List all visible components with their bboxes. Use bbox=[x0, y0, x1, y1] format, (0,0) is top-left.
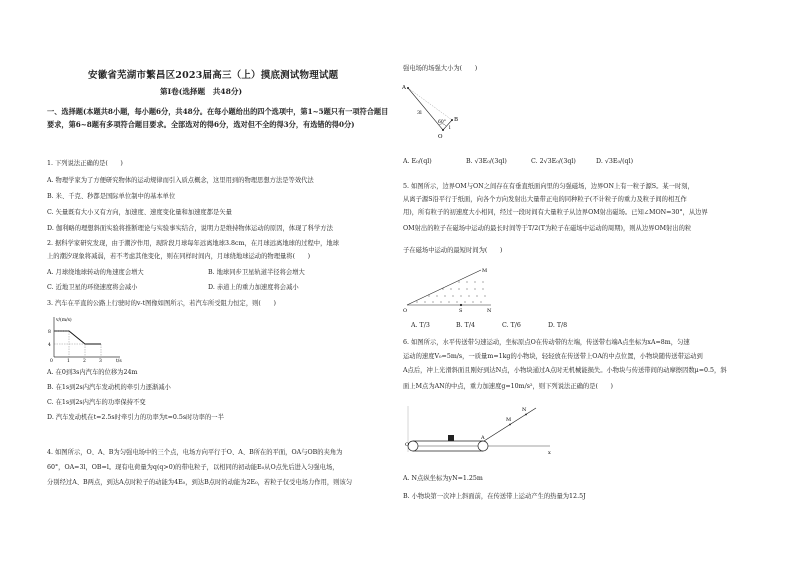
question-1-option: D. 伽利略的理想斜面实验将推断理论与实验事实结合，说明力是维持物体运动的原因，体现了科学方法 bbox=[47, 225, 333, 232]
graph-y-label: v/(m/s) bbox=[56, 318, 72, 323]
question-4-line: 分别经过A、B两点，到达A点时粒子的动能为4E₀，到达B点时的动能为2E₀，若粒子仅受电场力作用，则该匀 bbox=[47, 479, 353, 486]
length-OA-label: 3l bbox=[417, 110, 422, 116]
conveyor-belt-figure bbox=[404, 402, 554, 460]
point-M-label: M bbox=[506, 417, 512, 423]
graph-x-tick: 2 bbox=[83, 359, 86, 363]
question-6-option: A. N点纵坐标为yN=1.25m bbox=[403, 475, 483, 482]
point-O-label: O bbox=[438, 134, 443, 140]
question-1-option: B. 米、千克、秒都是国际单位制中的基本单位 bbox=[47, 193, 176, 200]
question-1-stem: 1. 下列说法正确的是( ) bbox=[47, 160, 123, 167]
question-5-option: B. T/4 bbox=[456, 322, 475, 329]
angle-label: 60° bbox=[438, 120, 446, 125]
question-5-line: 用)，所有粒子的初速度大小相同，经过一段时间有大量粒子从边界OM射出磁场。已知∠MON=30°，从边界 bbox=[403, 209, 708, 216]
question-6-option: B. 小物块第一次冲上斜面前，在传送带上运动产生的热量为12.5J bbox=[403, 493, 586, 500]
question-2-option: C. 近地卫星的环绕速度将会减小 bbox=[47, 284, 138, 291]
question-5-option: C. T/6 bbox=[502, 322, 521, 329]
graph-y-tick: 4 bbox=[48, 343, 51, 348]
question-4-line: 4. 如图所示，O、A、B为匀强电场中的三个点，电场方向平行于O、A、B所在的平面，OA与OB的夹角为 bbox=[47, 449, 343, 456]
question-5-line: OM射出的粒子在磁场中运动的最长时间等于T/2(T为粒子在磁场中运动的周期)，则从边界OM射出的粒 bbox=[403, 225, 692, 232]
question-5-line: 从离子源S沿平行于纸面，向各个方向发射出大量带正电的同种粒子(不计粒子的重力及粒子间的相互作 bbox=[403, 196, 687, 203]
graph-x-tick: 1 bbox=[67, 359, 70, 363]
question-2-stem-line: 2. 据科学家研究发现，由于潮汐作用，现阶段月球每年远离地球3.8cm，在月球远离地球的过程中，地球 bbox=[47, 240, 339, 247]
right-roller bbox=[478, 441, 488, 451]
point-M-label: M bbox=[482, 268, 488, 274]
boundary-OM bbox=[407, 270, 481, 305]
point-N-label: N bbox=[522, 407, 527, 413]
question-6-line: 运动的速度V₀=5m/s，一质量m=1kg的小物块，轻轻放在传送带上OA的中点位置，小物块随传送带运动到 bbox=[403, 353, 703, 360]
question-6-line: A点后，冲上光滑斜面且刚好到达N点，小物块通过A点时无机械能损失。小物块与传送带间的动摩擦因数μ=0.5，斜 bbox=[403, 367, 727, 374]
graph-x-tick: 0 bbox=[50, 359, 53, 363]
point-S-label: S bbox=[459, 308, 463, 313]
question-5-option: A. T/3 bbox=[411, 322, 430, 329]
question-4-option: D. √3E₀/(ql) bbox=[596, 158, 634, 165]
point-N-label: N bbox=[487, 308, 492, 313]
question-2-option: D. 赤道上的重力加速度将会减小 bbox=[208, 284, 299, 291]
length-OB-label: l bbox=[449, 125, 451, 131]
question-3-stem: 3. 汽车在平直的公路上行驶时的v-t图像如图所示，若汽车所受阻力恒定，则( ) bbox=[47, 300, 276, 307]
question-1-option: A. 物理学家为了方便研究物体的运动规律而引入质点概念，这里用到的物理思想方法是等效代法 bbox=[47, 177, 314, 184]
question-4-continued: 强电场的场强大小为( ) bbox=[403, 65, 478, 72]
point-B-label: B bbox=[454, 117, 459, 123]
question-5-option: D. T/8 bbox=[548, 322, 568, 329]
question-3-option: B. 在1s到2s内汽车发动机的牵引力逐渐减小 bbox=[47, 384, 171, 391]
question-2-option: B. 地球同步卫星轨道半径将会增大 bbox=[208, 269, 305, 276]
graph-x-tick: 3 bbox=[99, 359, 102, 363]
section-heading: 第Ⅰ卷(选择题 共48分) bbox=[160, 87, 243, 96]
point-O-label: O bbox=[405, 442, 410, 448]
question-5-line: 子在磁场中运动的最短时间为( ) bbox=[403, 247, 503, 254]
magnetic-field-figure bbox=[403, 265, 495, 313]
left-roller bbox=[408, 441, 418, 451]
question-2-stem-line: 上的潮汐现象将减弱，若不考虑其他变化，则在同样时间内，月球绕地球运动的物理量将( ) bbox=[47, 253, 311, 260]
block bbox=[448, 435, 454, 441]
graph-y-tick: 8 bbox=[48, 330, 51, 335]
question-1-option: C. 矢量既有大小又有方向，加速度、速度变化量和加速度都是矢量 bbox=[47, 209, 232, 216]
velocity-time-graph bbox=[44, 313, 124, 363]
question-4-line: 60°，OA=3l，OB=l。现有电荷量为q(q>0)的带电粒子，以相同的初动能E₀从O点先后进入匀强电场， bbox=[47, 464, 339, 471]
question-6-line: 面上M点为AN的中点，重力加速度g=10m/s²，则下列说法正确的是( ) bbox=[403, 383, 614, 390]
field-dots bbox=[416, 281, 485, 302]
x-axis-label: x bbox=[548, 450, 551, 456]
point-A-label: A bbox=[402, 85, 406, 91]
graph-x-label: t/s bbox=[116, 359, 122, 363]
question-4-option: B. √3E₀/(3ql) bbox=[466, 158, 507, 165]
question-4-option: C. 2√3E₀/(3ql) bbox=[531, 158, 576, 165]
question-3-option: D. 汽车发动机在t=2.5s时牵引力的功率为t=0.5s时功率的一半 bbox=[47, 414, 224, 421]
page-title: 安徽省芜湖市繁昌区2023届高三（上）摸底测试物理试题 bbox=[88, 70, 339, 81]
question-3-option: C. 在1s到2s内汽车的功率保持不变 bbox=[47, 399, 146, 406]
question-2-option: A. 月球绕地球转动的角速度会增大 bbox=[47, 269, 144, 276]
velocity-line bbox=[54, 331, 101, 344]
point-A-label: A bbox=[481, 435, 485, 441]
point-O-label: O bbox=[403, 308, 408, 313]
question-4-option: A. E₀/(ql) bbox=[403, 158, 432, 165]
question-3-option: A. 在0到3s内汽车的位移为24m bbox=[47, 369, 138, 376]
field-triangle-figure bbox=[400, 78, 480, 148]
section-instructions: 一、选择题(本题共8小题，每小题6分，共48分。在每小题给出的四个选项中，第1~5题只有一项符合题目要求，第6~8题有多项符合题目要求。全部选对的得6分，选对但不全的得3分，有选错的得0分) bbox=[47, 107, 389, 129]
question-5-line: 5. 如图所示，边界OM与ON之间存在有垂直纸面向里的匀强磁场，边界ON上有一粒子源S。某一时刻， bbox=[403, 183, 694, 190]
particle-source bbox=[460, 304, 462, 306]
question-6-line: 6. 如图所示，水平传送带匀速运动，坐标原点O在传动带的左端，传送带右端A点坐标为xA=8m，匀速 bbox=[403, 339, 690, 346]
